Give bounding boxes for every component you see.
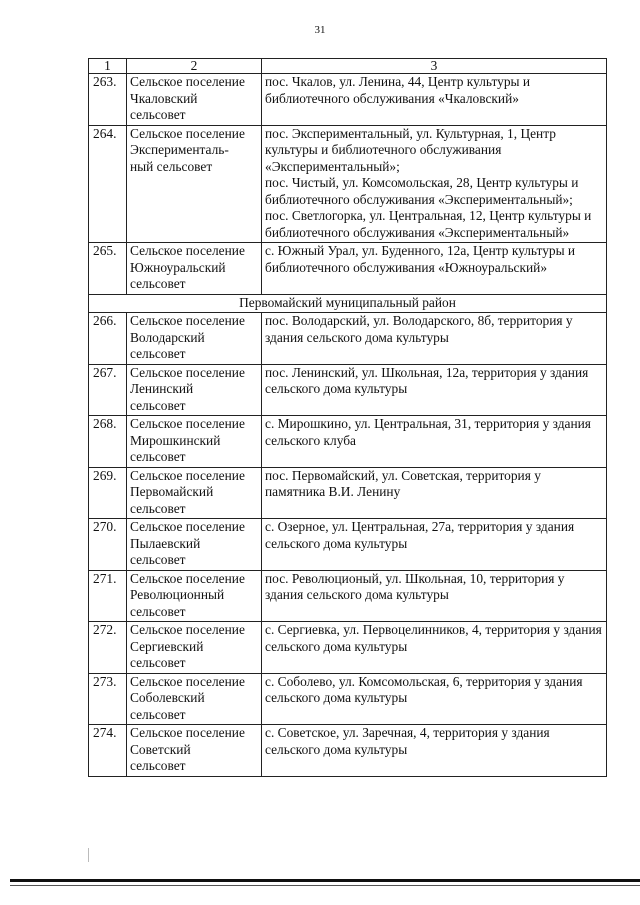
venue-address: с. Сергиевка, ул. Первоцелинников, 4, территория у здания сельского дома культуры [262, 622, 607, 674]
table-row [89, 243, 607, 295]
settlement-name: Сельское поселение Южноуральский сельсовет [127, 243, 262, 295]
venue-address: пос. Первомайский, ул. Советская, территория у памятника В.И. Ленину [262, 467, 607, 519]
venue-address: с. Мирошкино, ул. Центральная, 31, территория у здания сельского клуба [262, 416, 607, 468]
venue-address: пос. Володарский, ул. Володарского, 8б, территория у здания сельского дома культуры [262, 313, 607, 365]
section-title: Первомайский муниципальный район [89, 294, 607, 313]
table-row [89, 725, 607, 777]
header-col-3: 3 [262, 59, 607, 74]
venue-address: с. Южный Урал, ул. Буденного, 12а, Центр культуры и библиотечного обслуживания «Южноуральский» [262, 243, 607, 295]
row-number: 268. [89, 416, 127, 468]
row-number: 269. [89, 467, 127, 519]
settlement-name: Сельское поселение Революционный сельсовет [127, 570, 262, 622]
row-number: 265. [89, 243, 127, 295]
section-row [89, 294, 607, 313]
footer-rule-thin [10, 885, 640, 886]
footer-rule [10, 879, 640, 882]
scan-mark [88, 848, 89, 862]
venue-address: с. Озерное, ул. Центральная, 27а, территория у здания сельского дома культуры [262, 519, 607, 571]
table-header-row [89, 59, 607, 74]
settlement-name: Сельское поселение Эксперименталь- ный сельсовет [127, 125, 262, 243]
row-number: 274. [89, 725, 127, 777]
table-row [89, 673, 607, 725]
header-col-1: 1 [89, 59, 127, 74]
table-row [89, 622, 607, 674]
row-number: 264. [89, 125, 127, 243]
settlements-table [88, 58, 607, 777]
settlement-name: Сельское поселение Первомайский сельсовет [127, 467, 262, 519]
header-col-2: 2 [127, 59, 262, 74]
settlement-name: Сельское поселение Володарский сельсовет [127, 313, 262, 365]
row-number: 266. [89, 313, 127, 365]
row-number: 267. [89, 364, 127, 416]
row-number: 271. [89, 570, 127, 622]
venue-address: с. Советское, ул. Заречная, 4, территория у здания сельского дома культуры [262, 725, 607, 777]
settlement-name: Сельское поселение Чкаловский сельсовет [127, 74, 262, 126]
row-number: 272. [89, 622, 127, 674]
table-row [89, 313, 607, 365]
table-row [89, 467, 607, 519]
table-row [89, 570, 607, 622]
settlement-name: Сельское поселение Советский сельсовет [127, 725, 262, 777]
page-number: 31 [314, 24, 326, 36]
row-number: 263. [89, 74, 127, 126]
venue-address: пос. Экспериментальный, ул. Культурная, 1, Центр культуры и библиотечного обслуживания «Экспериментальный»; пос. Чистый, ул. Комсомольская, 28, Центр культуры и библиотечного обслуживания «Экспериментальный»; пос. Светлогорка, ул. Центральная, 12, Центр культуры и библиотечного обслуживания «Экспериментальный» [262, 125, 607, 243]
venue-address: пос. Революционый, ул. Школьная, 10, территория у здания сельского дома культуры [262, 570, 607, 622]
table-row [89, 364, 607, 416]
settlement-name: Сельское поселение Ленинский сельсовет [127, 364, 262, 416]
table-row [89, 519, 607, 571]
table-row [89, 416, 607, 468]
venue-address: пос. Чкалов, ул. Ленина, 44, Центр культуры и библиотечного обслуживания «Чкаловский» [262, 74, 607, 126]
venue-address: с. Соболево, ул. Комсомольская, 6, территория у здания сельского дома культуры [262, 673, 607, 725]
settlement-name: Сельское поселение Пылаевский сельсовет [127, 519, 262, 571]
table-row [89, 125, 607, 243]
settlement-name: Сельское поселение Сергиевский сельсовет [127, 622, 262, 674]
table-row [89, 74, 607, 126]
row-number: 270. [89, 519, 127, 571]
settlement-name: Сельское поселение Мирошкинский сельсовет [127, 416, 262, 468]
settlement-name: Сельское поселение Соболевский сельсовет [127, 673, 262, 725]
row-number: 273. [89, 673, 127, 725]
venue-address: пос. Ленинский, ул. Школьная, 12а, территория у здания сельского дома культуры [262, 364, 607, 416]
